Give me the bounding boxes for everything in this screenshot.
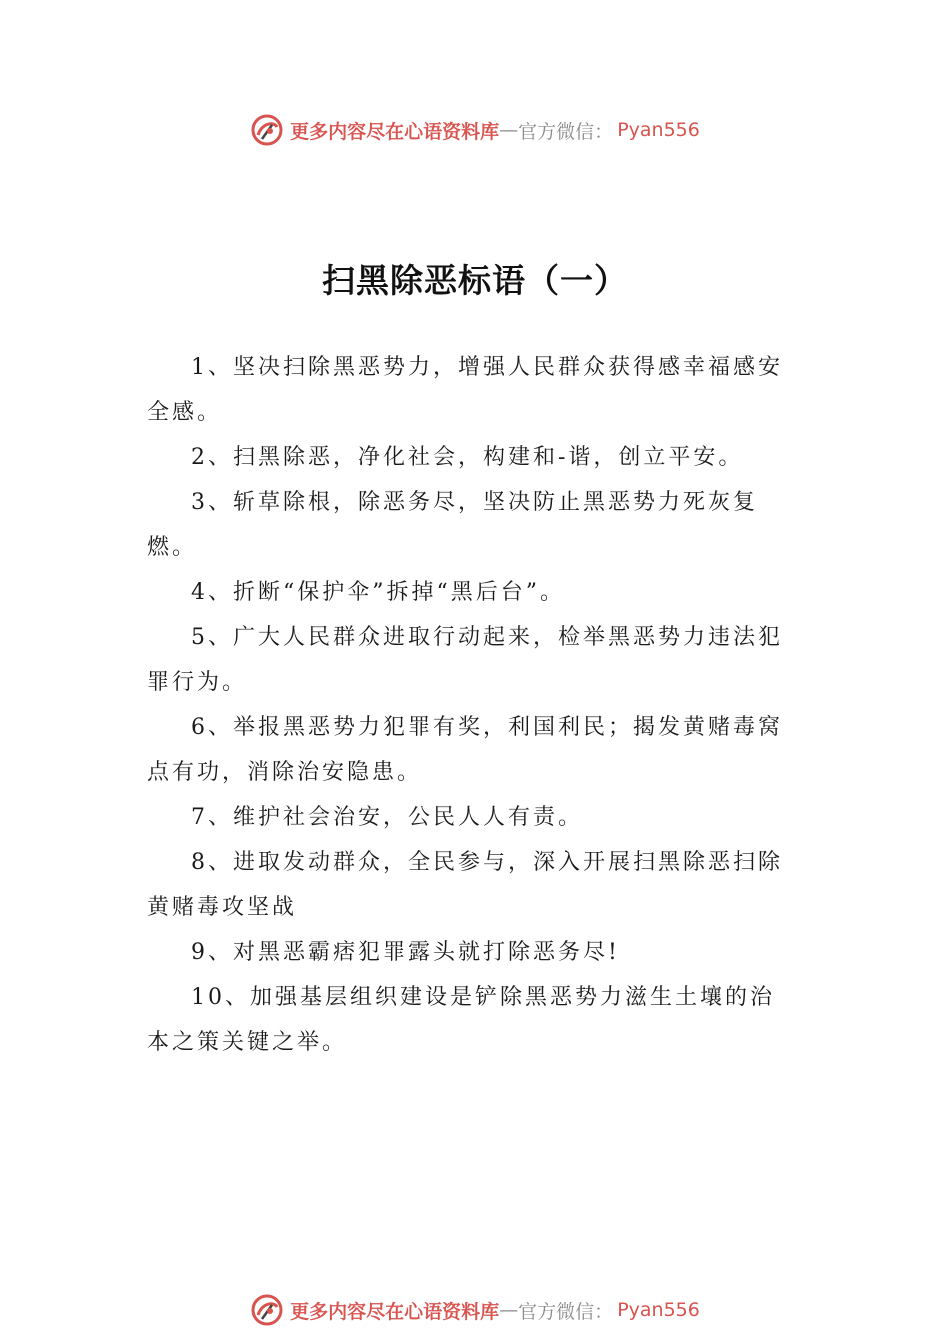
list-item: 5、广大人民群众进取行动起来，检举黑恶势力违法犯罪行为。: [147, 625, 783, 695]
list-item: 7、维护社会治安，公民人人有责。: [191, 805, 583, 830]
banner-wechat-id: Pyan556: [617, 119, 700, 141]
banner-dash: —: [499, 119, 519, 141]
banner-dash: —: [499, 1299, 519, 1321]
banner-wechat-id: Pyan556: [617, 1299, 700, 1321]
list-item: 9、对黑恶霸痞犯罪露头就打除恶务尽!: [191, 940, 620, 965]
footer-banner: [0, 1290, 950, 1330]
header-banner: [0, 110, 950, 150]
page-title: 扫黑除恶标语（一）: [322, 261, 628, 300]
red-swirl-logo-icon: [250, 1293, 284, 1327]
banner-main-text: 更多内容尽在心语资料库: [290, 1300, 500, 1323]
banner-main-text: 更多内容尽在心语资料库: [290, 120, 500, 143]
list-item: 1、坚决扫除黑恶势力，增强人民群众获得感幸福感安全感。: [147, 355, 783, 425]
list-item: 6、举报黑恶势力犯罪有奖，利国利民；揭发黄赌毒窝点有功，消除治安隐患。: [147, 715, 783, 785]
list-item: 3、斩草除根，除恶务尽，坚决防止黑恶势力死灰复燃。: [147, 490, 758, 560]
banner-official-label: 官方微信：: [518, 120, 614, 143]
red-swirl-logo-icon: [250, 113, 284, 147]
list-item: 8、进取发动群众，全民参与，深入开展扫黑除恶扫除黄赌毒攻坚战: [147, 850, 783, 920]
banner-official-label: 官方微信：: [518, 1300, 614, 1323]
list-item: 4、折断“保护伞”拆掉“黑后台”。: [191, 580, 565, 605]
list-item: 2、扫黑除恶，净化社会，构建和-谐，创立平安。: [191, 445, 744, 470]
list-item: 10、加强基层组织建设是铲除黑恶势力滋生土壤的治本之策关键之举。: [147, 985, 775, 1055]
slogan-list: [147, 345, 787, 1065]
